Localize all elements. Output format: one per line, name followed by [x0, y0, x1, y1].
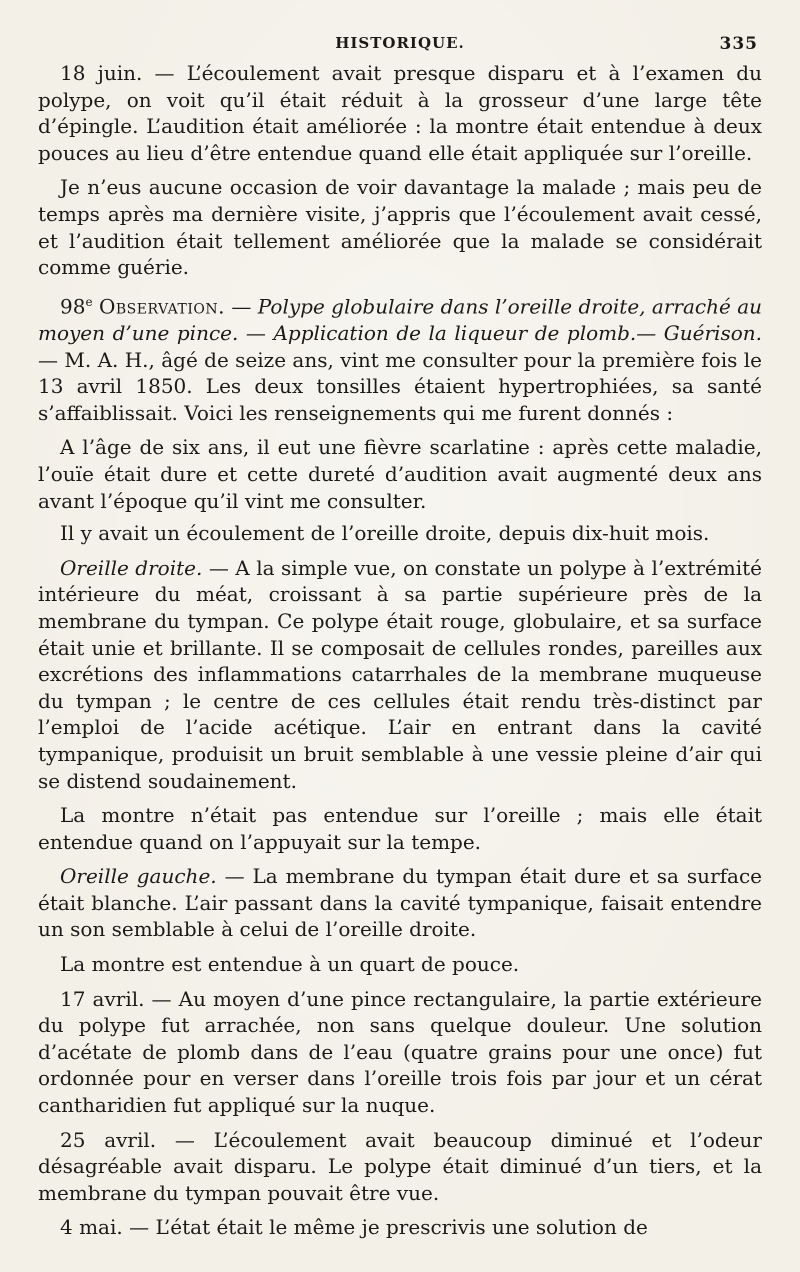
- paragraph-june-18: 18 juin. — L’écoulement avait presque disparu et à l’examen du polype, on voit qu’il était réduit à la grosseur d’une large tête d’épingle. L’audition était améliorée : la montre était entendue à deux pouces au lieu d’être entendue quand elle était appliquée sur l’oreille.: [38, 61, 762, 165]
- running-head: [38, 34, 762, 60]
- right-ear-body: — A la simple vue, on constate un polype à l’extrémité intérieure du méat, croissant à sa partie supérieure près de la membrane du tympan. Ce polype était rouge, globulaire, et sa surface était unie et brillante. Il se composait de cellules rondes, pareilles aux excrétions des inflammations catarrhales de la membrane muqueuse du tympan ; le centre de ces cellules était rendu très-distinct par l’emploi de l’acide acétique. L’air en entrant dans la cavité tympanique, produisit un bruit semblable à une vessie pleine d’air qui se distend soudainement.: [38, 555, 762, 793]
- paragraph-left-ear: [38, 863, 762, 943]
- observation-dash: —: [224, 294, 258, 319]
- page-number: 335: [719, 34, 758, 54]
- right-ear-heading: Oreille droite.: [60, 555, 203, 580]
- body-text: [38, 60, 762, 1241]
- paragraph-no-further-visit: Je n’eus aucune occasion de voir davantage la malade ; mais peu de temps après ma dernière visite, j’appris que l’écoulement avait cessé, et l’audition était tellement améliorée que la malade se considérait comme guérie.: [38, 175, 762, 280]
- paragraph-may-4: 4 mai. — L’état était le même je prescrivis une solution de: [60, 1215, 648, 1240]
- paragraph-observation-98: [38, 289, 762, 427]
- left-ear-body: — La membrane du tympan était dure et sa surface était blanche. L’air passant dans la cavité tympanique, faisait entendre un son semblable à celui de l’oreille droite.: [38, 864, 762, 942]
- paragraph-right-ear: [38, 555, 762, 794]
- observation-body: — M. A. H., âgé de seize ans, vint me consulter pour la première fois le 13 avril 1850. Les deux tonsilles étaient hypertrophiées, sa santé s’affaiblissait. Voici les renseignements qui me furent donnés :: [38, 347, 762, 425]
- paragraph-watch-right: La montre n’était pas entendue sur l’oreille ; mais elle était entendue quand on l’appuyait sur la tempe.: [38, 803, 762, 854]
- observation-label: Observation.: [98, 294, 225, 319]
- observation-ordinal: e: [85, 294, 93, 309]
- running-title: HISTORIQUE.: [335, 34, 465, 52]
- observation-number: 98: [60, 294, 86, 319]
- observation-title: Polype globulaire dans l’oreille droite, arraché au moyen d’une pince. — Application de la liqueur de plomb.— Guérison.: [38, 294, 763, 345]
- paragraph-watch-left: La montre est entendue à un quart de pouce.: [60, 952, 520, 977]
- paragraph-april-17: 17 avril. — Au moyen d’une pince rectangulaire, la partie extérieure du polype fut arrachée, non sans quelque douleur. Une solution d’acétate de plomb dans de l’eau (quatre grains pour une once) fut ordonnée pour en verser dans l’oreille trois fois par jour et un cérat cantharidien fut appliqué sur la nuque.: [38, 986, 762, 1118]
- left-ear-heading: Oreille gauche.: [60, 864, 217, 889]
- paragraph-discharge: Il y avait un écoulement de l’oreille droite, depuis dix-huit mois.: [60, 521, 710, 546]
- paragraph-scarlet-fever: A l’âge de six ans, il eut une fièvre scarlatine : après cette maladie, l’ouïe était dure et cette dureté d’audition avait augmenté deux ans avant l’époque qu’il vint me consulter.: [38, 435, 762, 513]
- paragraph-april-25: 25 avril. — L’écoulement avait beaucoup diminué et l’odeur désagréable avait disparu. Le polype était diminué d’un tiers, et la membrane du tympan pouvait être vue.: [38, 1127, 762, 1205]
